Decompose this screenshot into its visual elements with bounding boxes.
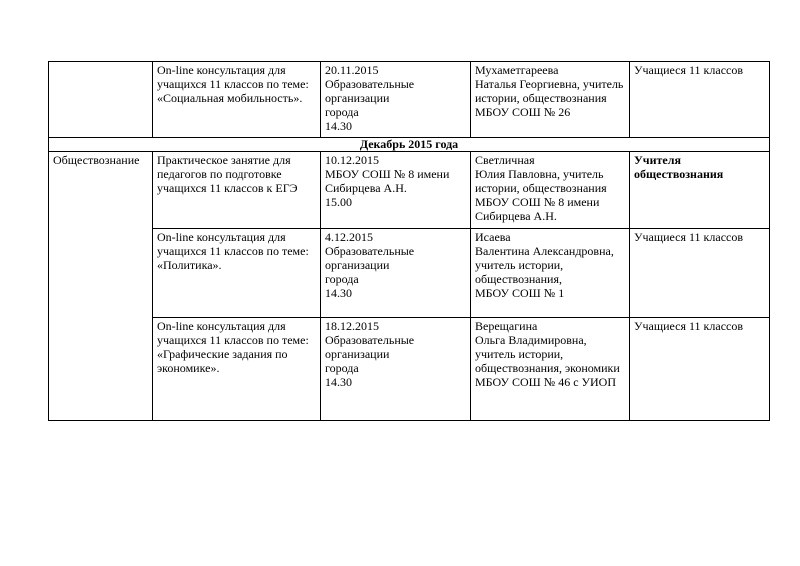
- topic-cell: Практическое занятие для педагогов по подготовке учащихся 11 классов к ЕГЭ: [153, 152, 321, 229]
- date-place-cell: 4.12.2015 Образовательные организации города 14.30: [321, 229, 471, 318]
- audience-cell: Учащиеся 11 классов: [630, 62, 770, 138]
- audience-cell: Учащиеся 11 классов: [630, 229, 770, 318]
- month-header: Декабрь 2015 года: [49, 138, 770, 152]
- subject-cell: Обществознание: [49, 152, 153, 421]
- topic-cell: On-line консультация для учащихся 11 классов по теме: «Политика».: [153, 229, 321, 318]
- date-place-cell: 18.12.2015 Образовательные организации города 14.30: [321, 318, 471, 421]
- responsible-cell: Мухаметгареева Наталья Георгиевна, учитель истории, обществознания МБОУ СОШ № 26: [471, 62, 630, 138]
- date-place-cell: 20.11.2015 Образовательные организации города 14.30: [321, 62, 471, 138]
- audience-cell: Учителя обществознания: [630, 152, 770, 229]
- table-row: [49, 318, 770, 421]
- subject-cell: [49, 62, 153, 138]
- table-row: [49, 152, 770, 229]
- topic-cell: On-line консультация для учащихся 11 классов по теме: «Графические задания по экономике».: [153, 318, 321, 421]
- topic-cell: On-line консультация для учащихся 11 классов по теме: «Социальная мобильность».: [153, 62, 321, 138]
- month-header-row: [49, 138, 770, 152]
- responsible-cell: Верещагина Ольга Владимировна, учитель истории, обществознания, экономики МБОУ СОШ № 46 с УИОП: [471, 318, 630, 421]
- table-row: [49, 229, 770, 318]
- responsible-cell: Исаева Валентина Александровна, учитель истории, обществознания, МБОУ СОШ № 1: [471, 229, 630, 318]
- responsible-cell: Светличная Юлия Павловна, учитель истории, обществознания МБОУ СОШ № 8 имени Сибирцева А.Н.: [471, 152, 630, 229]
- schedule-table: [48, 61, 770, 421]
- table-row: [49, 62, 770, 138]
- audience-cell: Учащиеся 11 классов: [630, 318, 770, 421]
- date-place-cell: 10.12.2015 МБОУ СОШ № 8 имени Сибирцева А.Н. 15.00: [321, 152, 471, 229]
